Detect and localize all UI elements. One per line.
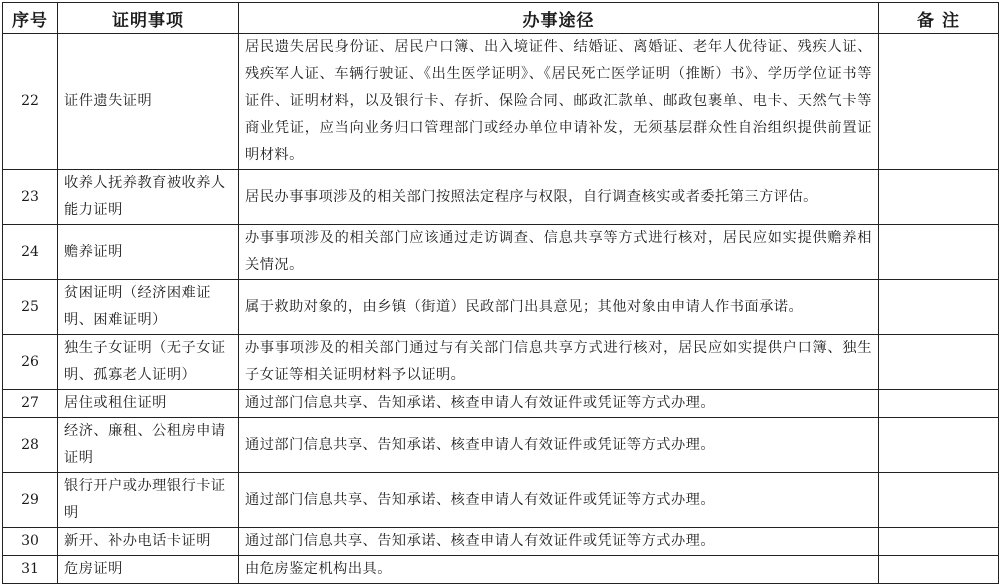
row-item: 赡养证明 [58,225,239,280]
certificate-items-table [2,2,999,584]
row-number: 26 [3,335,58,390]
row-path: 通过部门信息共享、告知承诺、核查申请人有效证件或凭证等方式办理。 [239,473,879,528]
row-item: 新开、补办电话卡证明 [58,528,239,556]
row-path: 居民遗失居民身份证、居民户口簿、出入境证件、结婚证、离婚证、老年人优待证、残疾人证、残疾军人证、车辆行驶证、《出生医学证明》、《居民死亡医学证明（推断）书》、学历学位证书等证件、证明材料，以及银行卡、存折、保险合同、邮政汇款单、邮政包裹单、电卡、天然气卡等商业凭证，应当向业务归口管理部门或经办单位申请补发，无须基层群众性自治组织提供前置证明材料。 [239,34,879,170]
row-number: 23 [3,170,58,225]
row-item: 证件遗失证明 [58,34,239,170]
row-number: 28 [3,418,58,473]
row-note [879,335,999,390]
table-row [3,473,999,528]
row-item: 危房证明 [58,556,239,584]
row-path: 居民办事事项涉及的相关部门按照法定程序与权限，自行调查核实或者委托第三方评估。 [239,170,879,225]
row-path: 由危房鉴定机构出具。 [239,556,879,584]
row-note [879,280,999,335]
row-note [879,170,999,225]
row-item: 居住或租住证明 [58,390,239,418]
table-row [3,225,999,280]
row-number: 27 [3,390,58,418]
table-row [3,528,999,556]
table-row [3,280,999,335]
row-path: 通过部门信息共享、告知承诺、核查申请人有效证件或凭证等方式办理。 [239,390,879,418]
row-note [879,34,999,170]
table-row [3,170,999,225]
row-path: 办事事项涉及的相关部门应该通过走访调查、信息共享等方式进行核对，居民应如实提供赡养相关情况。 [239,225,879,280]
row-note [879,225,999,280]
row-path: 办事事项涉及的相关部门通过与有关部门信息共享方式进行核对，居民应如实提供户口簿、独生子女证等相关证明材料予以证明。 [239,335,879,390]
row-note [879,418,999,473]
row-note [879,528,999,556]
header-note: 备 注 [879,3,999,34]
row-item: 贫困证明（经济困难证明、困难证明） [58,280,239,335]
row-item: 银行开户或办理银行卡证明 [58,473,239,528]
row-path: 属于救助对象的，由乡镇（街道）民政部门出具意见；其他对象由申请人作书面承诺。 [239,280,879,335]
table-header-row [3,3,999,34]
row-number: 30 [3,528,58,556]
row-number: 31 [3,556,58,584]
table-row [3,34,999,170]
table-row [3,390,999,418]
table-row [3,556,999,584]
row-path: 通过部门信息共享、告知承诺、核查申请人有效证件或凭证等方式办理。 [239,528,879,556]
row-note [879,473,999,528]
row-note [879,390,999,418]
table-row [3,335,999,390]
header-item: 证明事项 [58,3,239,34]
row-number: 24 [3,225,58,280]
row-item: 收养人抚养教育被收养人能力证明 [58,170,239,225]
row-item: 独生子女证明（无子女证明、孤寡老人证明） [58,335,239,390]
row-item: 经济、廉租、公租房申请证明 [58,418,239,473]
row-number: 25 [3,280,58,335]
row-number: 29 [3,473,58,528]
header-no: 序号 [3,3,58,34]
row-path: 通过部门信息共享、告知承诺、核查申请人有效证件或凭证等方式办理。 [239,418,879,473]
header-path: 办事途径 [239,3,879,34]
row-number: 22 [3,34,58,170]
table-row [3,418,999,473]
row-note [879,556,999,584]
